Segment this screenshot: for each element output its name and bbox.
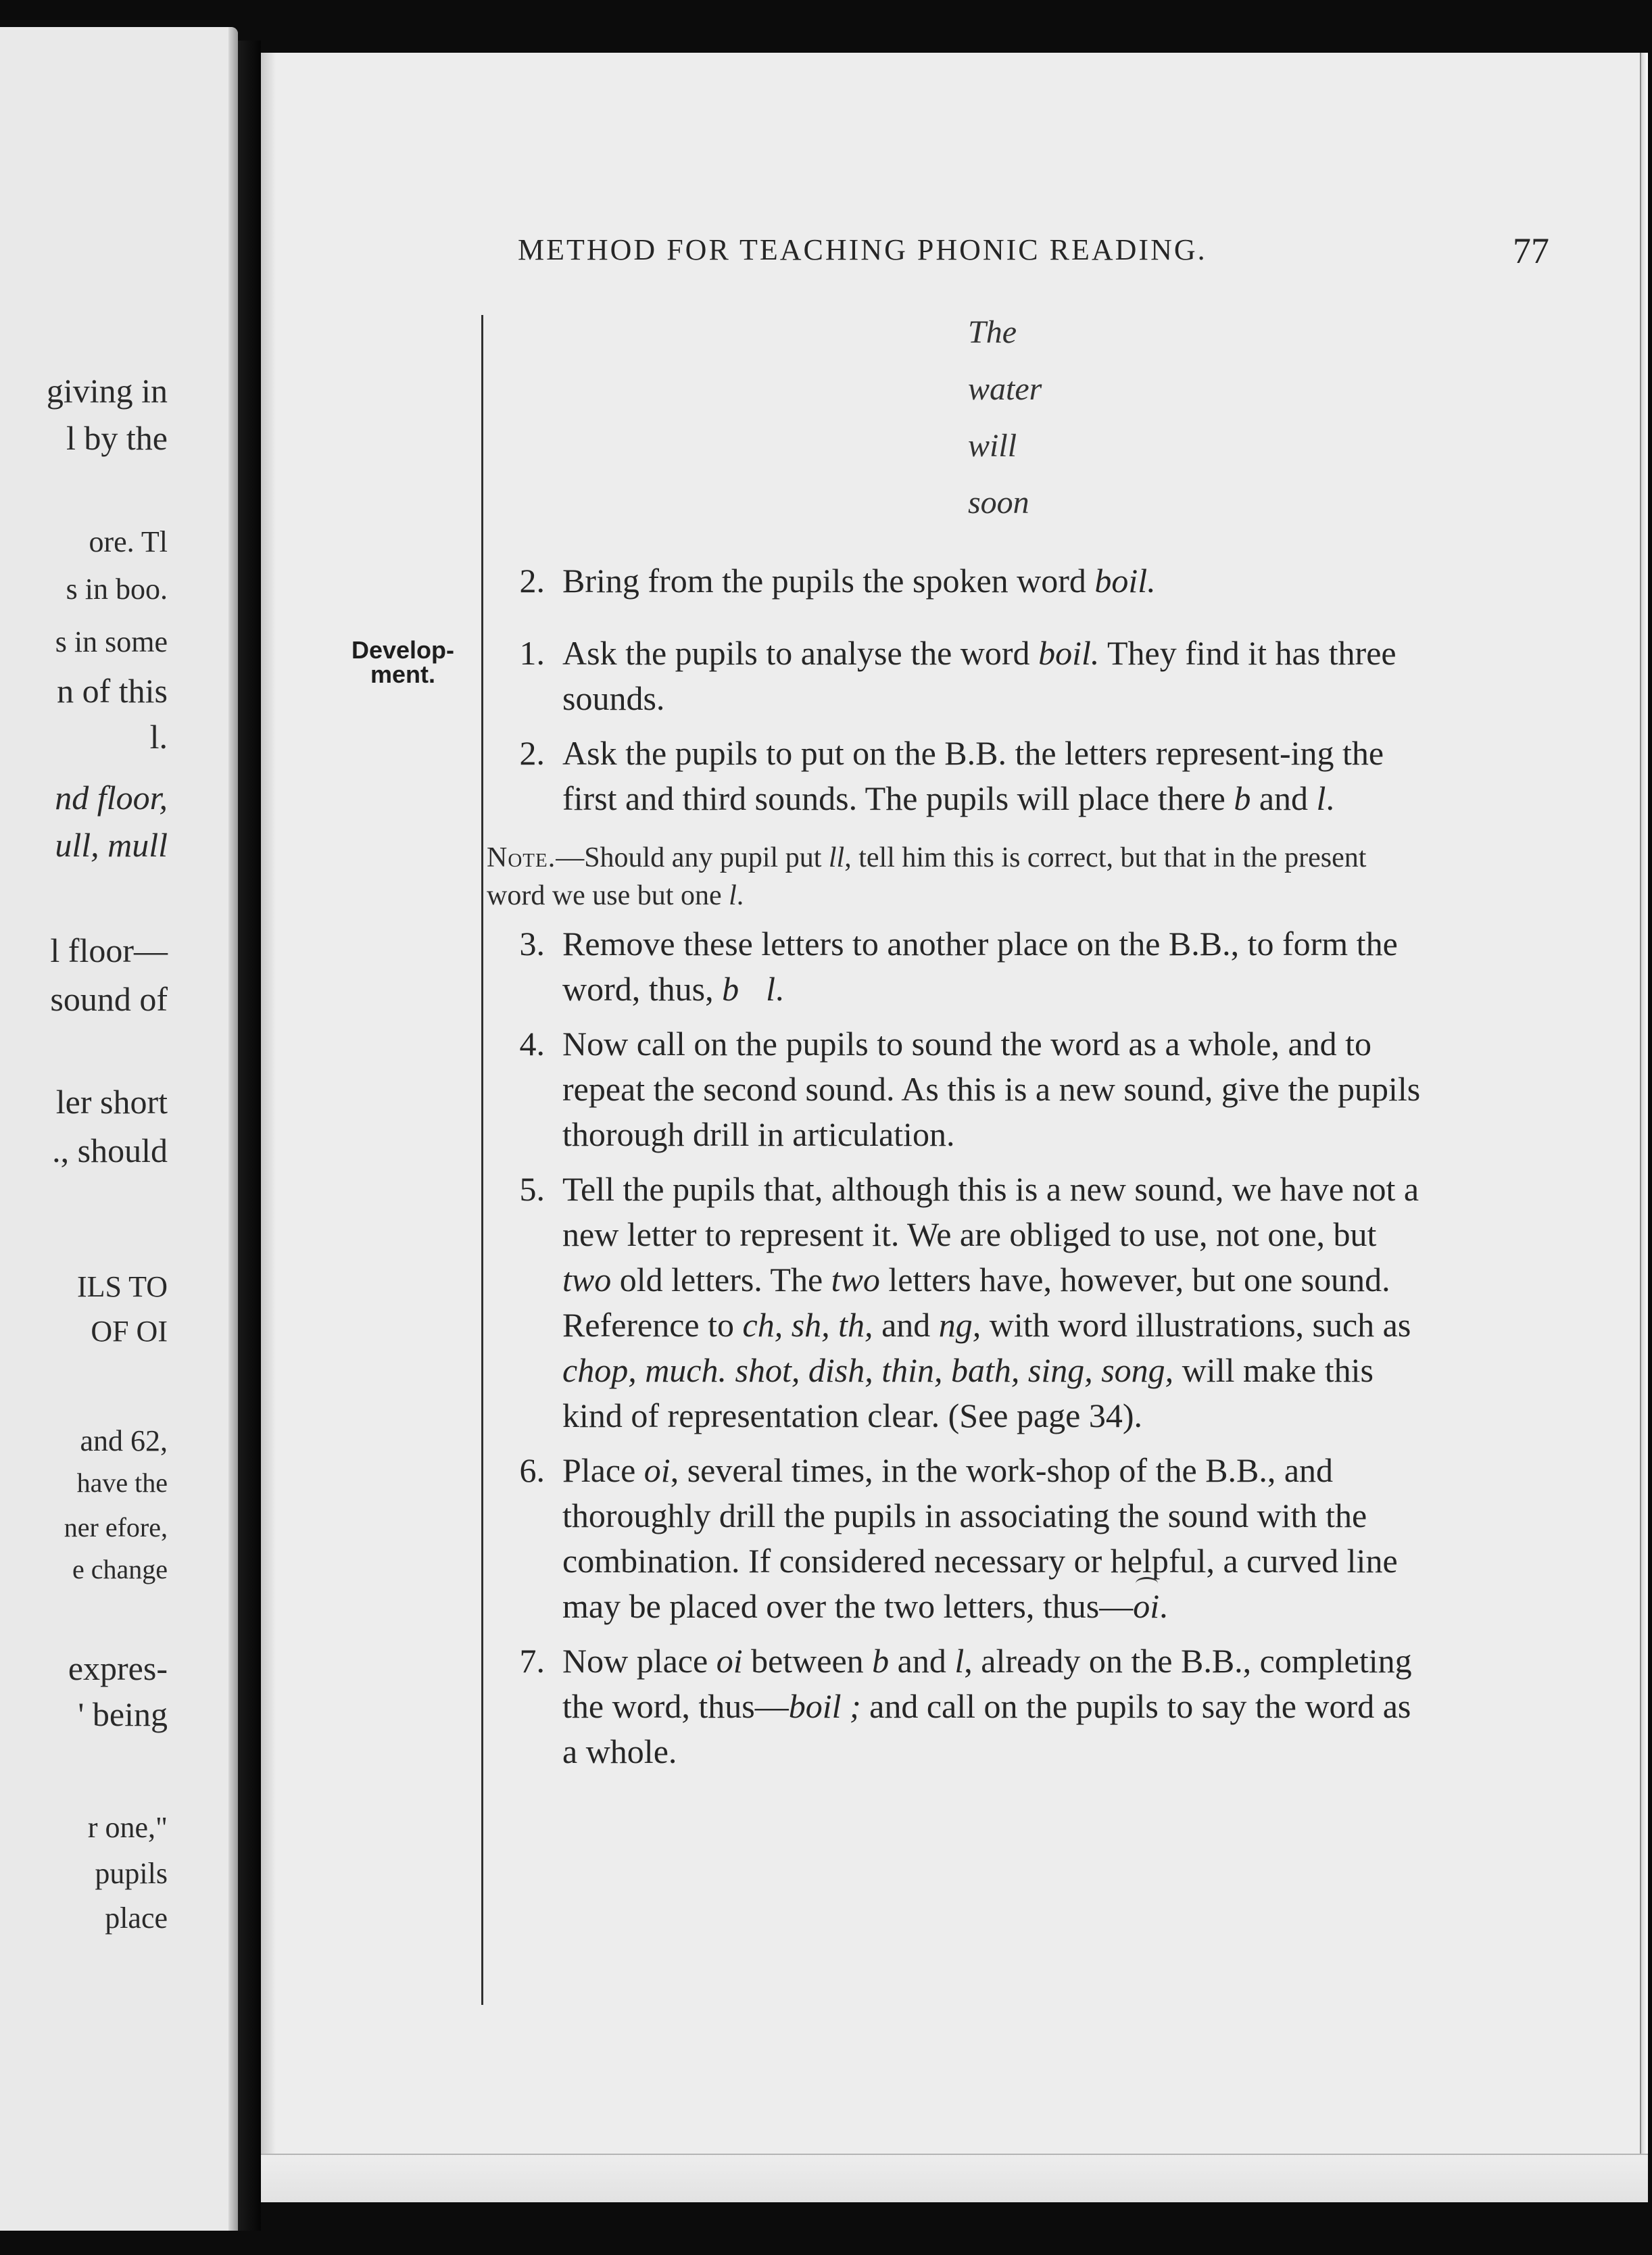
page-number: 77 [1513,231,1549,271]
left-fragment: pupils [95,1857,168,1890]
note-text: —Should any pupil put [556,842,829,873]
italic-word: boil ; [788,1687,861,1725]
left-fragment: expres- [68,1649,168,1687]
step-text: Now place [562,1642,716,1680]
step-text: and [889,1642,955,1680]
page-bottom-edge [261,2154,1648,2202]
italic-letter: l [766,970,776,1008]
note-text: , tell him this is correct, but that in the present word we use but one [487,842,1367,911]
step-text: and call on the pupils to say the word as a whole. [562,1687,1411,1770]
left-fragment: and 62, [80,1424,168,1457]
page-shadow [261,53,276,2202]
running-header: METHOD FOR TEACHING PHONIC READING. [518,233,1207,266]
step-text: and [1250,779,1317,817]
margin-note-development [335,638,470,687]
left-fragment: ner efore, [64,1512,168,1543]
step-number: 6. [519,1451,545,1489]
margin-note-line: ment. [370,660,435,688]
step-number: 3. [519,925,545,963]
step-text: . [775,970,784,1008]
step-text: Bring from the pupils the spoken word [562,562,1095,600]
step-text: Remove these letters to another place on the B.B., to form the word, thus, [562,925,1398,1008]
left-fragment: nd floor, [55,779,168,817]
left-fragment: l by the [66,419,168,457]
italic-letter: l [954,1642,965,1680]
italic-letter: b [722,970,739,1008]
step-text: Ask the pupils to put on the B.B. the letters represent-ing the first and third sounds. The pupils will place there [562,734,1384,817]
step-number: 5. [519,1170,545,1208]
left-fragment: ore. Tl [89,525,168,558]
note-text: . [736,880,744,911]
italic-letter: b [872,1642,890,1680]
left-fragment: ILS TO [76,1270,168,1303]
step-text: and [873,1306,939,1344]
left-fragment: place [105,1901,168,1935]
margin-note-line: Develop- [351,636,455,664]
step-number: 1. [519,634,545,672]
left-fragment: ull, mull [55,826,168,864]
note-paragraph [487,839,1432,915]
step-development-6 [504,1448,1432,1629]
step-text: . [1159,1587,1168,1625]
italic-letter: l [729,880,737,911]
italic-word: two [562,1261,612,1299]
step-text: with word illustrations, such as [981,1306,1411,1344]
step-development-4 [504,1021,1432,1157]
left-fragment: giving in [46,372,168,410]
italic-word: ng, [938,1306,981,1344]
step-development-1 [504,631,1432,721]
step-text: letters have, however, but one sound. Reference to [562,1261,1390,1344]
italic-word: chop, much. shot, dish, thin, bath, sing, song, [562,1351,1174,1389]
step-number: 4. [519,1025,545,1063]
right-page [261,53,1648,2202]
italic-letter: ll [828,842,845,873]
italic-word: oi [643,1451,671,1489]
step-development-2 [504,731,1432,821]
page-edge [1640,53,1648,2202]
ligature-arc-oi: oi [1133,1584,1159,1629]
left-fragment: n of this [57,672,168,710]
step-number: 2. [519,734,545,772]
italic-word: boil. [1038,634,1100,672]
step-text: between [742,1642,873,1680]
stacked-word: The [968,314,1017,350]
left-page-spine [228,27,238,2231]
stacked-word: water [968,371,1042,407]
step-development-3 [504,921,1432,1012]
step-development-7 [504,1639,1432,1774]
left-fragment: s in boo. [66,573,168,606]
step-text: , several times, in the work-shop of the B.B., and thoroughly drill the pupils in associating the sound with the combination. If considered necessary or helpful, a curved line may be placed over the two letters, thus— [562,1451,1398,1625]
step-number: 7. [519,1642,545,1680]
left-fragment: l floor— [50,931,168,969]
step-text: old letters. The [611,1261,831,1299]
step-text: , already on the B.B., completing the word, thus— [562,1642,1412,1725]
left-fragment: l. [149,718,168,756]
left-fragment: have the [76,1468,168,1498]
left-fragment: OF OI [91,1315,168,1348]
note-label: Note. [487,842,556,873]
left-fragment: ler short [55,1083,168,1121]
step-number: 2. [519,562,545,600]
step-text: will make this kind of representation clear. (See page 34). [562,1351,1374,1434]
italic-word: oi [716,1642,743,1680]
margin-rule [481,315,483,2005]
step-text: Tell the pupils that, although this is a new sound, we have not a new letter to represent it. We are obliged to use, not one, but [562,1170,1419,1253]
step-development-5 [504,1167,1432,1438]
italic-letter: l [1316,779,1326,817]
step-text: . [1326,779,1334,817]
left-fragment: s in some [55,625,168,658]
step-text: Now call on the pupils to sound the word as a whole, and to repeat the second sound. As this is a new sound, give the pupils thorough drill in articulation. [562,1025,1421,1153]
italic-word: two [831,1261,880,1299]
step-text: They find it has three sounds. [562,634,1396,717]
stacked-word: soon [968,485,1029,520]
italic-word: ch, sh, th, [742,1306,873,1344]
book-gutter [238,41,261,2231]
stacked-word: will [968,428,1017,464]
left-fragment: ' being [78,1695,168,1733]
lesson-body [487,558,1432,1774]
left-page [0,27,238,2231]
left-fragment: sound of [50,980,168,1018]
italic-letter: b [1234,779,1251,817]
step-text: Ask the pupils to analyse the word [562,634,1039,672]
step-text: Place [562,1451,644,1489]
left-fragment: ., should [52,1132,168,1169]
italic-word: boil. [1094,562,1156,600]
step-intro-2 [504,558,1432,604]
left-fragment: e change [72,1554,168,1584]
left-fragment: r one," [87,1811,168,1844]
